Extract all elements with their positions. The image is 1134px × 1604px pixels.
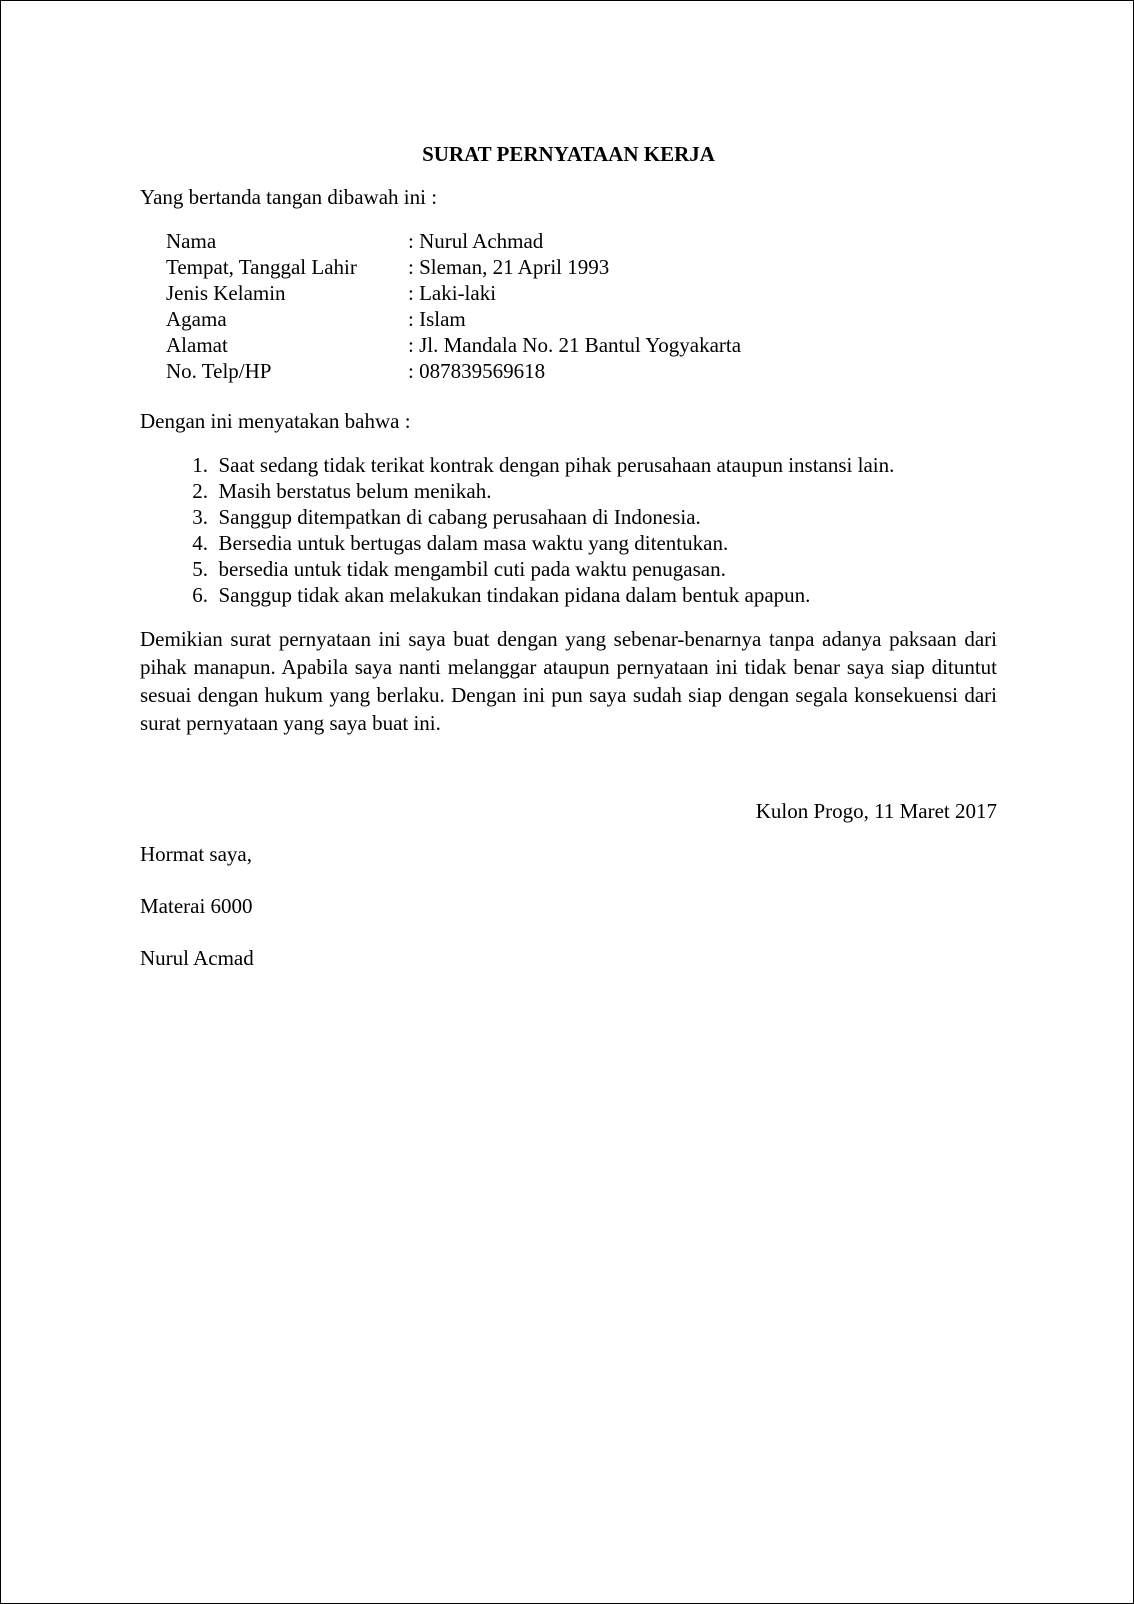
list-item	[140, 504, 894, 530]
place-date: Kulon Progo, 11 Maret 2017	[755, 799, 997, 823]
identity-value: : Sleman, 21 April 1993	[408, 255, 610, 279]
identity-row-ttl	[166, 254, 741, 280]
list-item	[140, 582, 894, 608]
identity-value: : Nurul Achmad	[408, 229, 544, 253]
statement-intro: Dengan ini menyatakan bahwa :	[140, 409, 411, 433]
identity-label: Jenis Kelamin	[166, 281, 286, 305]
list-number: 3.	[192, 505, 208, 529]
list-number: 1.	[192, 453, 208, 477]
list-text: Sanggup tidak akan melakukan tindakan pidana dalam bentuk apapun.	[218, 583, 811, 607]
identity-row-alamat	[166, 332, 741, 358]
closing-paragraph: Demikian surat pernyataan ini saya buat dengan yang sebenar-benarnya tanpa adanya paksaan dari pihak manapun. Apabila saya nanti melanggar ataupun pernyataan ini tidak benar saya siap dituntut sesuai dengan hukum yang berlaku. Dengan ini pun saya sudah siap dengan segala konsekuensi dari surat pernyataan yang saya buat ini.	[140, 627, 997, 735]
identity-label: Tempat, Tanggal Lahir	[166, 255, 357, 279]
list-number: 4.	[192, 531, 208, 555]
letter-title: SURAT PERNYATAAN KERJA	[422, 142, 715, 166]
regards-text: Hormat saya,	[140, 842, 252, 866]
identity-label: Nama	[166, 229, 217, 253]
identity-value: : Islam	[408, 307, 466, 331]
list-number: 5.	[192, 557, 208, 581]
identity-block	[166, 228, 741, 384]
materai-text: Materai 6000	[140, 894, 253, 918]
list-text: Masih berstatus belum menikah.	[218, 479, 492, 503]
list-text: Saat sedang tidak terikat kontrak dengan pihak perusahaan ataupun instansi lain.	[218, 453, 895, 477]
list-item	[140, 530, 894, 556]
identity-row-telp	[166, 358, 741, 384]
list-item	[140, 478, 894, 504]
statement-list	[140, 452, 894, 608]
identity-row-agama	[166, 306, 741, 332]
list-number: 2.	[192, 479, 208, 503]
identity-label: Agama	[166, 307, 227, 331]
list-text: Sanggup ditempatkan di cabang perusahaan di Indonesia.	[218, 505, 701, 529]
identity-value: : Laki-laki	[408, 281, 497, 305]
identity-row-jenis-kelamin	[166, 280, 741, 306]
list-number: 6.	[192, 583, 208, 607]
identity-value: : 087839569618	[408, 359, 546, 383]
identity-label: No. Telp/HP	[166, 359, 272, 383]
intro-text: Yang bertanda tangan dibawah ini :	[140, 185, 438, 209]
list-text: Bersedia untuk bertugas dalam masa waktu yang ditentukan.	[218, 531, 729, 555]
list-item	[140, 452, 894, 478]
identity-row-nama	[166, 228, 741, 254]
list-text: bersedia untuk tidak mengambil cuti pada waktu penugasan.	[218, 557, 726, 581]
identity-label: Alamat	[166, 333, 228, 357]
list-item	[140, 556, 894, 582]
signer-name: Nurul Acmad	[140, 946, 254, 970]
identity-value: : Jl. Mandala No. 21 Bantul Yogyakarta	[408, 333, 742, 357]
